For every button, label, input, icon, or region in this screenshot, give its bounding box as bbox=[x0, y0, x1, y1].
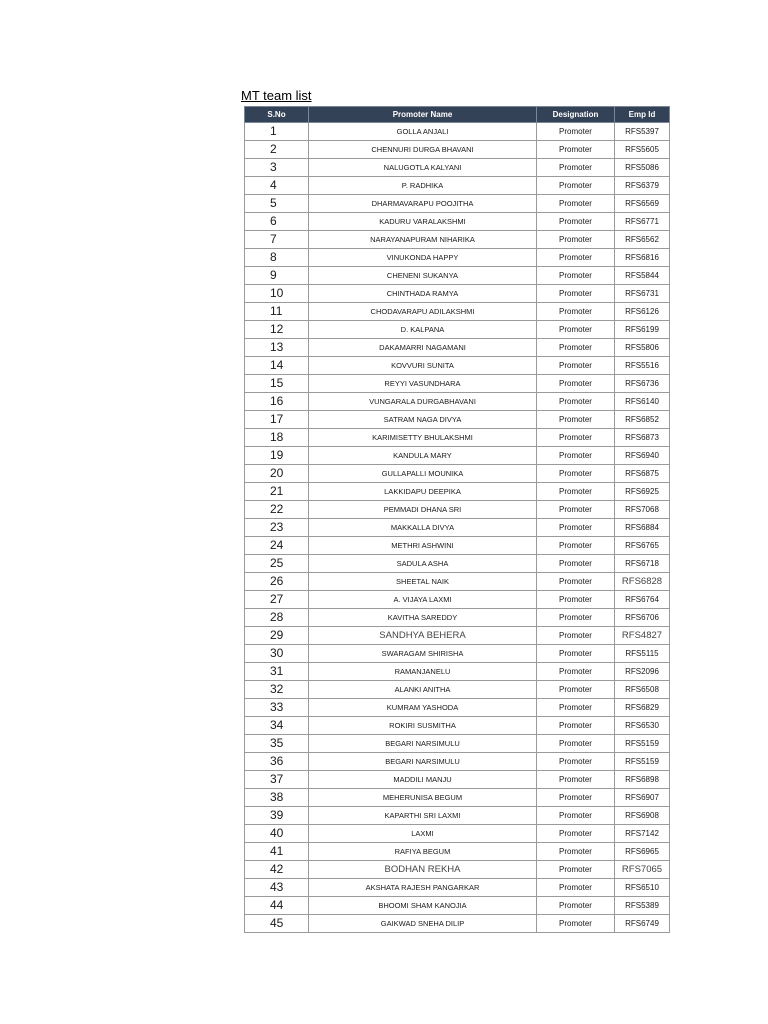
cell-sno: 6 bbox=[245, 213, 309, 231]
cell-promoter-name: REYYI VASUNDHARA bbox=[309, 375, 537, 393]
header-emp-id: Emp Id bbox=[615, 107, 670, 123]
cell-designation: Promoter bbox=[537, 303, 615, 321]
cell-promoter-name: ALANKI ANITHA bbox=[309, 681, 537, 699]
cell-sno: 19 bbox=[245, 447, 309, 465]
cell-sno: 22 bbox=[245, 501, 309, 519]
cell-designation: Promoter bbox=[537, 519, 615, 537]
cell-promoter-name: P. RADHIKA bbox=[309, 177, 537, 195]
cell-promoter-name: D. KALPANA bbox=[309, 321, 537, 339]
cell-emp-id: RFS6852 bbox=[615, 411, 670, 429]
cell-sno: 33 bbox=[245, 699, 309, 717]
cell-designation: Promoter bbox=[537, 609, 615, 627]
table-row bbox=[245, 915, 670, 933]
cell-emp-id: RFS6907 bbox=[615, 789, 670, 807]
cell-sno: 1 bbox=[245, 123, 309, 141]
table-row bbox=[245, 339, 670, 357]
table-row bbox=[245, 753, 670, 771]
cell-designation: Promoter bbox=[537, 483, 615, 501]
cell-sno: 38 bbox=[245, 789, 309, 807]
cell-sno: 32 bbox=[245, 681, 309, 699]
cell-sno: 4 bbox=[245, 177, 309, 195]
cell-designation: Promoter bbox=[537, 771, 615, 789]
cell-promoter-name: SWARAGAM SHIRISHA bbox=[309, 645, 537, 663]
cell-sno: 9 bbox=[245, 267, 309, 285]
table-body bbox=[245, 123, 670, 933]
table-row bbox=[245, 717, 670, 735]
cell-emp-id: RFS6379 bbox=[615, 177, 670, 195]
cell-sno: 40 bbox=[245, 825, 309, 843]
cell-designation: Promoter bbox=[537, 141, 615, 159]
cell-sno: 27 bbox=[245, 591, 309, 609]
cell-sno: 29 bbox=[245, 627, 309, 645]
cell-emp-id: RFS6765 bbox=[615, 537, 670, 555]
table-row bbox=[245, 861, 670, 879]
cell-emp-id: RFS6925 bbox=[615, 483, 670, 501]
cell-sno: 35 bbox=[245, 735, 309, 753]
cell-designation: Promoter bbox=[537, 375, 615, 393]
cell-emp-id: RFS6829 bbox=[615, 699, 670, 717]
cell-designation: Promoter bbox=[537, 411, 615, 429]
cell-designation: Promoter bbox=[537, 177, 615, 195]
cell-designation: Promoter bbox=[537, 429, 615, 447]
cell-emp-id: RFS2096 bbox=[615, 663, 670, 681]
table-row bbox=[245, 177, 670, 195]
cell-emp-id: RFS6508 bbox=[615, 681, 670, 699]
table-row bbox=[245, 555, 670, 573]
cell-sno: 7 bbox=[245, 231, 309, 249]
header-promoter-name: Promoter Name bbox=[309, 107, 537, 123]
cell-designation: Promoter bbox=[537, 915, 615, 933]
cell-promoter-name: BEGARI NARSIMULU bbox=[309, 753, 537, 771]
cell-sno: 41 bbox=[245, 843, 309, 861]
cell-sno: 15 bbox=[245, 375, 309, 393]
table-row bbox=[245, 357, 670, 375]
cell-emp-id: RFS6510 bbox=[615, 879, 670, 897]
cell-designation: Promoter bbox=[537, 627, 615, 645]
cell-designation: Promoter bbox=[537, 123, 615, 141]
table-row bbox=[245, 663, 670, 681]
cell-emp-id: RFS5115 bbox=[615, 645, 670, 663]
cell-designation: Promoter bbox=[537, 825, 615, 843]
cell-sno: 2 bbox=[245, 141, 309, 159]
cell-designation: Promoter bbox=[537, 249, 615, 267]
table-row bbox=[245, 519, 670, 537]
cell-promoter-name: VUNGARALA DURGABHAVANI bbox=[309, 393, 537, 411]
cell-promoter-name: MAKKALLA DIVYA bbox=[309, 519, 537, 537]
table-row bbox=[245, 627, 670, 645]
cell-promoter-name: CHINTHADA RAMYA bbox=[309, 285, 537, 303]
cell-designation: Promoter bbox=[537, 897, 615, 915]
cell-promoter-name: GULLAPALLI MOUNIKA bbox=[309, 465, 537, 483]
cell-emp-id: RFS6873 bbox=[615, 429, 670, 447]
table-row bbox=[245, 159, 670, 177]
table-row bbox=[245, 699, 670, 717]
table-row bbox=[245, 141, 670, 159]
cell-promoter-name: VINUKONDA HAPPY bbox=[309, 249, 537, 267]
cell-sno: 25 bbox=[245, 555, 309, 573]
cell-promoter-name: ROKIRI SUSMITHA bbox=[309, 717, 537, 735]
cell-sno: 13 bbox=[245, 339, 309, 357]
cell-sno: 23 bbox=[245, 519, 309, 537]
header-sno: S.No bbox=[245, 107, 309, 123]
cell-emp-id: RFS7068 bbox=[615, 501, 670, 519]
cell-emp-id: RFS6530 bbox=[615, 717, 670, 735]
cell-emp-id: RFS6875 bbox=[615, 465, 670, 483]
cell-designation: Promoter bbox=[537, 501, 615, 519]
table-row bbox=[245, 321, 670, 339]
cell-designation: Promoter bbox=[537, 357, 615, 375]
cell-sno: 3 bbox=[245, 159, 309, 177]
cell-designation: Promoter bbox=[537, 753, 615, 771]
cell-emp-id: RFS7065 bbox=[615, 861, 670, 879]
table-row bbox=[245, 285, 670, 303]
cell-promoter-name: A. VIJAYA LAXMI bbox=[309, 591, 537, 609]
cell-promoter-name: METHRI ASHWINI bbox=[309, 537, 537, 555]
cell-emp-id: RFS5086 bbox=[615, 159, 670, 177]
cell-sno: 34 bbox=[245, 717, 309, 735]
cell-promoter-name: BEGARI NARSIMULU bbox=[309, 735, 537, 753]
cell-sno: 21 bbox=[245, 483, 309, 501]
table-row bbox=[245, 429, 670, 447]
table-row bbox=[245, 735, 670, 753]
cell-designation: Promoter bbox=[537, 645, 615, 663]
cell-designation: Promoter bbox=[537, 573, 615, 591]
table-row bbox=[245, 375, 670, 393]
cell-promoter-name: SHEETAL NAIK bbox=[309, 573, 537, 591]
cell-sno: 5 bbox=[245, 195, 309, 213]
cell-emp-id: RFS5159 bbox=[615, 753, 670, 771]
cell-designation: Promoter bbox=[537, 393, 615, 411]
cell-emp-id: RFS6940 bbox=[615, 447, 670, 465]
cell-sno: 39 bbox=[245, 807, 309, 825]
cell-designation: Promoter bbox=[537, 285, 615, 303]
table-row bbox=[245, 231, 670, 249]
header-designation: Designation bbox=[537, 107, 615, 123]
cell-emp-id: RFS5605 bbox=[615, 141, 670, 159]
cell-promoter-name: KUMRAM YASHODA bbox=[309, 699, 537, 717]
cell-emp-id: RFS5397 bbox=[615, 123, 670, 141]
cell-designation: Promoter bbox=[537, 663, 615, 681]
cell-emp-id: RFS6771 bbox=[615, 213, 670, 231]
cell-emp-id: RFS6816 bbox=[615, 249, 670, 267]
cell-designation: Promoter bbox=[537, 465, 615, 483]
cell-emp-id: RFS6199 bbox=[615, 321, 670, 339]
cell-designation: Promoter bbox=[537, 735, 615, 753]
cell-emp-id: RFS6140 bbox=[615, 393, 670, 411]
cell-promoter-name: CHENNURI DURGA BHAVANI bbox=[309, 141, 537, 159]
table-row bbox=[245, 123, 670, 141]
cell-designation: Promoter bbox=[537, 339, 615, 357]
table-row bbox=[245, 609, 670, 627]
table-row bbox=[245, 879, 670, 897]
table-row bbox=[245, 825, 670, 843]
cell-sno: 24 bbox=[245, 537, 309, 555]
cell-promoter-name: AKSHATA RAJESH PANGARKAR bbox=[309, 879, 537, 897]
document bbox=[241, 88, 669, 933]
cell-designation: Promoter bbox=[537, 231, 615, 249]
table-row bbox=[245, 681, 670, 699]
table-row bbox=[245, 501, 670, 519]
table-row bbox=[245, 303, 670, 321]
cell-designation: Promoter bbox=[537, 321, 615, 339]
table-row bbox=[245, 267, 670, 285]
table-row bbox=[245, 573, 670, 591]
cell-designation: Promoter bbox=[537, 213, 615, 231]
cell-emp-id: RFS6828 bbox=[615, 573, 670, 591]
cell-designation: Promoter bbox=[537, 681, 615, 699]
table-row bbox=[245, 771, 670, 789]
cell-emp-id: RFS6764 bbox=[615, 591, 670, 609]
cell-sno: 28 bbox=[245, 609, 309, 627]
cell-designation: Promoter bbox=[537, 843, 615, 861]
cell-promoter-name: KANDULA MARY bbox=[309, 447, 537, 465]
cell-promoter-name: SADULA ASHA bbox=[309, 555, 537, 573]
cell-sno: 18 bbox=[245, 429, 309, 447]
cell-emp-id: RFS6884 bbox=[615, 519, 670, 537]
cell-promoter-name: MADDILI MANJU bbox=[309, 771, 537, 789]
cell-emp-id: RFS5389 bbox=[615, 897, 670, 915]
cell-designation: Promoter bbox=[537, 699, 615, 717]
cell-sno: 17 bbox=[245, 411, 309, 429]
cell-designation: Promoter bbox=[537, 555, 615, 573]
cell-sno: 31 bbox=[245, 663, 309, 681]
cell-emp-id: RFS6562 bbox=[615, 231, 670, 249]
cell-promoter-name: SANDHYA BEHERA bbox=[309, 627, 537, 645]
cell-sno: 44 bbox=[245, 897, 309, 915]
cell-sno: 16 bbox=[245, 393, 309, 411]
cell-promoter-name: LAXMI bbox=[309, 825, 537, 843]
table-row bbox=[245, 537, 670, 555]
cell-promoter-name: PEMMADI DHANA SRI bbox=[309, 501, 537, 519]
cell-sno: 36 bbox=[245, 753, 309, 771]
cell-emp-id: RFS7142 bbox=[615, 825, 670, 843]
cell-designation: Promoter bbox=[537, 789, 615, 807]
page-title: MT team list bbox=[241, 88, 312, 103]
cell-designation: Promoter bbox=[537, 861, 615, 879]
cell-promoter-name: KAVITHA SAREDDY bbox=[309, 609, 537, 627]
cell-emp-id: RFS6569 bbox=[615, 195, 670, 213]
table-row bbox=[245, 249, 670, 267]
table-row bbox=[245, 897, 670, 915]
cell-sno: 20 bbox=[245, 465, 309, 483]
cell-emp-id: RFS6706 bbox=[615, 609, 670, 627]
table-row bbox=[245, 393, 670, 411]
cell-sno: 11 bbox=[245, 303, 309, 321]
table-header-row bbox=[245, 107, 670, 123]
cell-emp-id: RFS6898 bbox=[615, 771, 670, 789]
cell-sno: 30 bbox=[245, 645, 309, 663]
cell-designation: Promoter bbox=[537, 717, 615, 735]
table-row bbox=[245, 591, 670, 609]
cell-designation: Promoter bbox=[537, 537, 615, 555]
cell-designation: Promoter bbox=[537, 195, 615, 213]
cell-promoter-name: KAPARTHI SRI LAXMI bbox=[309, 807, 537, 825]
table-row bbox=[245, 447, 670, 465]
cell-emp-id: RFS6126 bbox=[615, 303, 670, 321]
table-row bbox=[245, 843, 670, 861]
cell-promoter-name: MEHERUNISA BEGUM bbox=[309, 789, 537, 807]
cell-promoter-name: DAKAMARRI NAGAMANI bbox=[309, 339, 537, 357]
cell-designation: Promoter bbox=[537, 447, 615, 465]
cell-emp-id: RFS4827 bbox=[615, 627, 670, 645]
cell-promoter-name: LAKKIDAPU DEEPIKA bbox=[309, 483, 537, 501]
cell-promoter-name: BODHAN REKHA bbox=[309, 861, 537, 879]
cell-sno: 45 bbox=[245, 915, 309, 933]
cell-designation: Promoter bbox=[537, 159, 615, 177]
cell-promoter-name: CHENENI SUKANYA bbox=[309, 267, 537, 285]
cell-promoter-name: CHODAVARAPU ADILAKSHMI bbox=[309, 303, 537, 321]
cell-promoter-name: NARAYANAPURAM NIHARIKA bbox=[309, 231, 537, 249]
cell-promoter-name: GOLLA ANJALI bbox=[309, 123, 537, 141]
cell-sno: 37 bbox=[245, 771, 309, 789]
cell-promoter-name: KARIMISETTY BHULAKSHMI bbox=[309, 429, 537, 447]
team-table bbox=[244, 106, 670, 933]
cell-designation: Promoter bbox=[537, 879, 615, 897]
cell-emp-id: RFS5844 bbox=[615, 267, 670, 285]
cell-promoter-name: RAFIYA BEGUM bbox=[309, 843, 537, 861]
cell-emp-id: RFS5159 bbox=[615, 735, 670, 753]
cell-sno: 14 bbox=[245, 357, 309, 375]
table-row bbox=[245, 789, 670, 807]
table-row bbox=[245, 645, 670, 663]
cell-promoter-name: KADURU VARALAKSHMI bbox=[309, 213, 537, 231]
table-row bbox=[245, 411, 670, 429]
table-row bbox=[245, 483, 670, 501]
cell-emp-id: RFS5806 bbox=[615, 339, 670, 357]
cell-emp-id: RFS5516 bbox=[615, 357, 670, 375]
cell-emp-id: RFS6965 bbox=[615, 843, 670, 861]
cell-designation: Promoter bbox=[537, 807, 615, 825]
table-row bbox=[245, 195, 670, 213]
cell-promoter-name: SATRAM NAGA DIVYA bbox=[309, 411, 537, 429]
cell-promoter-name: NALUGOTLA KALYANI bbox=[309, 159, 537, 177]
cell-sno: 10 bbox=[245, 285, 309, 303]
table-row bbox=[245, 213, 670, 231]
table-row bbox=[245, 465, 670, 483]
cell-emp-id: RFS6908 bbox=[615, 807, 670, 825]
cell-emp-id: RFS6731 bbox=[615, 285, 670, 303]
cell-promoter-name: RAMANJANELU bbox=[309, 663, 537, 681]
table-row bbox=[245, 807, 670, 825]
cell-promoter-name: DHARMAVARAPU POOJITHA bbox=[309, 195, 537, 213]
cell-emp-id: RFS6749 bbox=[615, 915, 670, 933]
cell-emp-id: RFS6718 bbox=[615, 555, 670, 573]
cell-promoter-name: GAIKWAD SNEHA DILIP bbox=[309, 915, 537, 933]
cell-emp-id: RFS6736 bbox=[615, 375, 670, 393]
cell-designation: Promoter bbox=[537, 267, 615, 285]
cell-sno: 26 bbox=[245, 573, 309, 591]
cell-sno: 42 bbox=[245, 861, 309, 879]
cell-sno: 43 bbox=[245, 879, 309, 897]
cell-sno: 8 bbox=[245, 249, 309, 267]
cell-promoter-name: KOVVURI SUNITA bbox=[309, 357, 537, 375]
cell-sno: 12 bbox=[245, 321, 309, 339]
cell-designation: Promoter bbox=[537, 591, 615, 609]
cell-promoter-name: BHOOMI SHAM KANOJIA bbox=[309, 897, 537, 915]
